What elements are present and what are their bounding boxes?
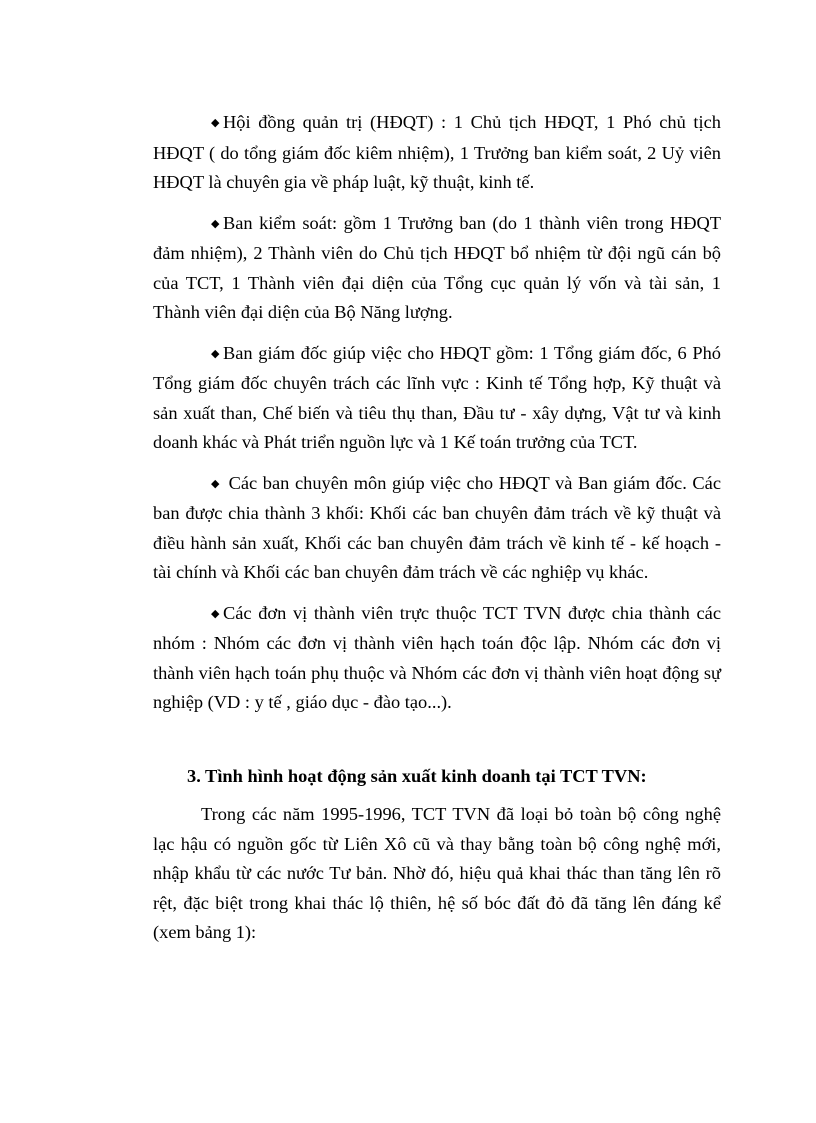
bullet-item-supervisory-board: [153, 209, 721, 328]
bullet-item-specialized-departments: [153, 469, 721, 588]
bullet-item-board-of-directors: [153, 108, 721, 198]
diamond-bullet-icon: ◆: [211, 477, 220, 490]
bullet-item-management-board: [153, 339, 721, 458]
diamond-bullet-icon: ◆: [211, 607, 220, 620]
diamond-bullet-icon: ◆: [211, 217, 220, 230]
bullet-item-member-units: [153, 599, 721, 718]
bullet-text: Các ban chuyên môn giúp việc cho HĐQT và Ban giám đốc. Các ban được chia thành 3 khối: Khối các ban chuyên đảm trách về kỹ thuật và điều hành sản xuất, Khối các ban chuyên đảm trách về kinh tế - kế hoạch - tài chính và Khối các ban chuyên đảm trách về các nghiệp vụ khác.: [153, 472, 721, 582]
bullet-text: Các đơn vị thành viên trực thuộc TCT TVN được chia thành các nhóm : Nhóm các đơn vị thành viên hạch toán độc lập. Nhóm các đơn vị thành viên hạch toán phụ thuộc và Nhóm các đơn vị thành viên hoạt động sự nghiệp (VD : y tế , giáo dục - đào tạo...).: [153, 602, 721, 712]
section-heading: 3. Tình hình hoạt động sản xuất kinh doanh tại TCT TVN:: [187, 765, 647, 786]
document-page: [153, 108, 721, 948]
bullet-text: Ban kiểm soát: gồm 1 Trưởng ban (do 1 thành viên trong HĐQT đảm nhiệm), 2 Thành viên do Chủ tịch HĐQT bổ nhiệm từ đội ngũ cán bộ của TCT, 1 Thành viên đại diện của Tổng cục quản lý vốn và tài sản, 1 Thành viên đại diện của Bộ Năng lượng.: [153, 212, 721, 322]
diamond-bullet-icon: ◆: [211, 117, 220, 129]
section-paragraph: Trong các năm 1995-1996, TCT TVN đã loại bỏ toàn bộ công nghệ lạc hậu có nguồn gốc từ Liên Xô cũ và thay bằng toàn bộ công nghệ mới, nhập khẩu từ các nước Tư bản. Nhờ đó, hiệu quả khai thác than tăng lên rõ rệt, đặc biệt trong khai thác lộ thiên, hệ số bóc đất đỏ đã tăng lên đáng kể (xem bảng 1):: [153, 804, 721, 942]
bullet-text: Hội đồng quản trị (HĐQT) : 1 Chủ tịch HĐQT, 1 Phó chủ tịch HĐQT ( do tổng giám đốc kiêm nhiệm), 1 Trưởng ban kiểm soát, 2 Uỷ viên HĐQT là chuyên gia về pháp luật, kỹ thuật, kinh tế.: [153, 112, 721, 192]
diamond-bullet-icon: ◆: [211, 347, 220, 360]
bullet-text: Ban giám đốc giúp việc cho HĐQT gồm: 1 Tổng giám đốc, 6 Phó Tổng giám đốc chuyên trách các lĩnh vực : Kinh tế Tổng hợp, Kỹ thuật và sản xuất than, Chế biến và tiêu thụ than, Đầu tư - xây dựng, Vật tư và kinh doanh khác và Phát triển nguồn lực và 1 Kế toán trưởng của TCT.: [153, 342, 721, 452]
